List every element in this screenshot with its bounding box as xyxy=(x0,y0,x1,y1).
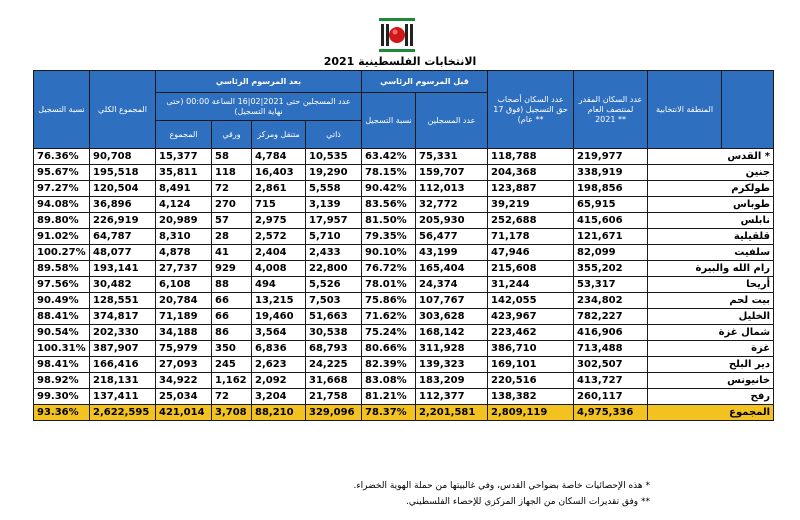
cell-region: رام الله والبيرة xyxy=(648,261,774,277)
cell-ratio: 98.41% xyxy=(34,357,90,373)
cell-eligible: 215,608 xyxy=(488,261,574,277)
cell-subtotal: 35,811 xyxy=(156,165,212,181)
cell-population: 234,802 xyxy=(574,293,648,309)
table-row xyxy=(34,309,774,325)
cell-before-ratio: 83.56% xyxy=(362,197,416,213)
cell-grand-total: 2,622,595 xyxy=(90,405,156,421)
cell-mobile: 2,572 xyxy=(252,229,306,245)
table-row xyxy=(34,229,774,245)
cell-population: 355,202 xyxy=(574,261,648,277)
cell-subtotal: 34,922 xyxy=(156,373,212,389)
header-ratio: نسبة التسجيل xyxy=(34,71,90,149)
cell-mobile: 2,092 xyxy=(252,373,306,389)
cell-paper: 72 xyxy=(212,389,252,405)
cell-mobile: 2,975 xyxy=(252,213,306,229)
header-after-total: المجموع xyxy=(156,121,212,149)
cell-population: 415,606 xyxy=(574,213,648,229)
table-row xyxy=(34,213,774,229)
page-title: الانتخابات الفلسطينية 2021 xyxy=(323,55,477,68)
table-body xyxy=(34,149,774,421)
header-eligible: عدد السكان أصحاب حق التسجيل (فوق 17 عام) ** xyxy=(488,71,574,149)
cell-before-ratio: 90.10% xyxy=(362,245,416,261)
header-region: المنطقة الانتخابية xyxy=(648,71,722,149)
cell-paper: 66 xyxy=(212,293,252,309)
cell-before-registered: 24,374 xyxy=(416,277,488,293)
logo-icon xyxy=(379,18,415,52)
cell-eligible: 47,946 xyxy=(488,245,574,261)
cell-before-registered: 56,477 xyxy=(416,229,488,245)
header-before-registered: عدد المسجلين xyxy=(416,93,488,149)
cell-self: 5,558 xyxy=(306,181,362,197)
cell-before-ratio: 78.37% xyxy=(362,405,416,421)
cell-self: 24,225 xyxy=(306,357,362,373)
cell-self: 19,290 xyxy=(306,165,362,181)
cell-ratio: 90.49% xyxy=(34,293,90,309)
cell-eligible: 204,368 xyxy=(488,165,574,181)
table-row xyxy=(34,261,774,277)
header-after-paper: ورقي xyxy=(212,121,252,149)
cell-before-ratio: 75.24% xyxy=(362,325,416,341)
cell-paper: 86 xyxy=(212,325,252,341)
cell-paper: 118 xyxy=(212,165,252,181)
cell-subtotal: 27,093 xyxy=(156,357,212,373)
footnotes xyxy=(354,478,650,510)
header-before-group: قبل المرسوم الرئاسي xyxy=(362,71,488,93)
cell-grand-total: 90,708 xyxy=(90,149,156,165)
cell-eligible: 71,178 xyxy=(488,229,574,245)
cell-grand-total: 30,482 xyxy=(90,277,156,293)
cell-paper: 3,708 xyxy=(212,405,252,421)
cell-ratio: 97.56% xyxy=(34,277,90,293)
cell-before-ratio: 71.62% xyxy=(362,309,416,325)
cell-grand-total: 226,919 xyxy=(90,213,156,229)
cell-subtotal: 27,737 xyxy=(156,261,212,277)
cell-before-ratio: 81.50% xyxy=(362,213,416,229)
cell-mobile: 494 xyxy=(252,277,306,293)
table-row xyxy=(34,293,774,309)
cell-eligible: 169,101 xyxy=(488,357,574,373)
cell-mobile: 2,861 xyxy=(252,181,306,197)
cell-before-ratio: 63.42% xyxy=(362,149,416,165)
cell-mobile: 88,210 xyxy=(252,405,306,421)
cell-ratio: 89.58% xyxy=(34,261,90,277)
cell-subtotal: 25,034 xyxy=(156,389,212,405)
cell-before-registered: 112,377 xyxy=(416,389,488,405)
cell-paper: 41 xyxy=(212,245,252,261)
cell-grand-total: 64,787 xyxy=(90,229,156,245)
cell-paper: 270 xyxy=(212,197,252,213)
cell-eligible: 2,809,119 xyxy=(488,405,574,421)
cell-eligible: 123,887 xyxy=(488,181,574,197)
cell-self: 7,503 xyxy=(306,293,362,309)
cell-subtotal: 421,014 xyxy=(156,405,212,421)
cell-eligible: 39,219 xyxy=(488,197,574,213)
cell-before-registered: 168,142 xyxy=(416,325,488,341)
cell-grand-total: 387,907 xyxy=(90,341,156,357)
cell-region: المجموع xyxy=(648,405,774,421)
table-row xyxy=(34,357,774,373)
cell-region: سلفيت xyxy=(648,245,774,261)
cell-ratio: 94.08% xyxy=(34,197,90,213)
table-row xyxy=(34,341,774,357)
cell-before-ratio: 82.39% xyxy=(362,357,416,373)
cell-subtotal: 20,784 xyxy=(156,293,212,309)
cell-paper: 1,162 xyxy=(212,373,252,389)
table-row xyxy=(34,245,774,261)
cell-ratio: 88.41% xyxy=(34,309,90,325)
cell-grand-total: 195,518 xyxy=(90,165,156,181)
cell-ratio: 89.80% xyxy=(34,213,90,229)
header-grand-total: المجموع الكلي xyxy=(90,71,156,149)
cell-self: 5,710 xyxy=(306,229,362,245)
footnote-2: ** وفق تقديرات السكان من الجهاز المركزي للإحصاء الفلسطيني. xyxy=(406,497,650,507)
cell-eligible: 223,462 xyxy=(488,325,574,341)
cell-before-registered: 139,323 xyxy=(416,357,488,373)
cell-region: أريحا xyxy=(648,277,774,293)
cell-population: 219,977 xyxy=(574,149,648,165)
cell-before-ratio: 78.01% xyxy=(362,277,416,293)
cell-population: 4,975,336 xyxy=(574,405,648,421)
cell-grand-total: 193,141 xyxy=(90,261,156,277)
cell-grand-total: 48,077 xyxy=(90,245,156,261)
cell-self: 21,758 xyxy=(306,389,362,405)
table-row xyxy=(34,389,774,405)
cell-paper: 58 xyxy=(212,149,252,165)
cell-ratio: 76.36% xyxy=(34,149,90,165)
cell-eligible: 118,788 xyxy=(488,149,574,165)
cell-ratio: 100.27% xyxy=(34,245,90,261)
cell-paper: 245 xyxy=(212,357,252,373)
cell-grand-total: 36,896 xyxy=(90,197,156,213)
cell-grand-total: 202,330 xyxy=(90,325,156,341)
cell-region: رفح xyxy=(648,389,774,405)
cell-before-registered: 107,767 xyxy=(416,293,488,309)
cell-mobile: 3,564 xyxy=(252,325,306,341)
cell-population: 198,856 xyxy=(574,181,648,197)
cell-region: القدس * xyxy=(648,149,774,165)
cell-mobile: 19,460 xyxy=(252,309,306,325)
table-row xyxy=(34,165,774,181)
cell-before-registered: 75,331 xyxy=(416,149,488,165)
cell-subtotal: 15,377 xyxy=(156,149,212,165)
cell-eligible: 138,382 xyxy=(488,389,574,405)
header-spacer xyxy=(722,71,774,149)
cell-region: دير البلح xyxy=(648,357,774,373)
footnote-1: * هذه الإحصائيات خاصة بضواحي القدس، وفي غالبيتها من حملة الهوية الخضراء. xyxy=(353,481,650,491)
cell-eligible: 220,516 xyxy=(488,373,574,389)
cell-self: 17,957 xyxy=(306,213,362,229)
cell-before-registered: 205,930 xyxy=(416,213,488,229)
cell-ratio: 90.54% xyxy=(34,325,90,341)
cell-before-ratio: 79.35% xyxy=(362,229,416,245)
cell-subtotal: 8,310 xyxy=(156,229,212,245)
registration-table xyxy=(33,70,774,421)
cell-subtotal: 75,979 xyxy=(156,341,212,357)
cell-population: 121,671 xyxy=(574,229,648,245)
cell-ratio: 100.31% xyxy=(34,341,90,357)
cell-mobile: 2,623 xyxy=(252,357,306,373)
cell-before-registered: 43,199 xyxy=(416,245,488,261)
cell-eligible: 423,967 xyxy=(488,309,574,325)
cell-ratio: 99.30% xyxy=(34,389,90,405)
cell-paper: 350 xyxy=(212,341,252,357)
table-row xyxy=(34,181,774,197)
cell-eligible: 31,244 xyxy=(488,277,574,293)
cell-paper: 57 xyxy=(212,213,252,229)
cell-grand-total: 218,131 xyxy=(90,373,156,389)
table-row xyxy=(34,149,774,165)
header-after-self: ذاتي xyxy=(306,121,362,149)
cell-ratio: 97.27% xyxy=(34,181,90,197)
cell-before-registered: 165,404 xyxy=(416,261,488,277)
cell-before-ratio: 80.66% xyxy=(362,341,416,357)
cell-before-ratio: 76.72% xyxy=(362,261,416,277)
cell-before-ratio: 75.86% xyxy=(362,293,416,309)
cell-ratio: 91.02% xyxy=(34,229,90,245)
cell-self: 3,139 xyxy=(306,197,362,213)
header-before-ratio: نسبة التسجيل xyxy=(362,93,416,149)
cell-mobile: 2,404 xyxy=(252,245,306,261)
cell-before-registered: 32,772 xyxy=(416,197,488,213)
cell-self: 10,535 xyxy=(306,149,362,165)
cell-before-ratio: 81.21% xyxy=(362,389,416,405)
cell-subtotal: 8,491 xyxy=(156,181,212,197)
cell-mobile: 13,215 xyxy=(252,293,306,309)
cell-subtotal: 71,189 xyxy=(156,309,212,325)
cell-ratio: 93.36% xyxy=(34,405,90,421)
cell-before-ratio: 83.08% xyxy=(362,373,416,389)
cell-region: الخليل xyxy=(648,309,774,325)
cell-paper: 88 xyxy=(212,277,252,293)
cell-grand-total: 120,504 xyxy=(90,181,156,197)
cell-eligible: 386,710 xyxy=(488,341,574,357)
cell-self: 22,800 xyxy=(306,261,362,277)
cell-population: 713,488 xyxy=(574,341,648,357)
cell-mobile: 4,008 xyxy=(252,261,306,277)
total-row xyxy=(34,405,774,421)
cell-population: 782,227 xyxy=(574,309,648,325)
cell-subtotal: 34,188 xyxy=(156,325,212,341)
header-after-registered: عدد المسجلين حتى 2021|02|16 الساعة 00:00 (حتى نهاية التسجيل) xyxy=(156,93,362,121)
cell-mobile: 6,836 xyxy=(252,341,306,357)
cell-self: 2,433 xyxy=(306,245,362,261)
cell-eligible: 142,055 xyxy=(488,293,574,309)
cell-grand-total: 137,411 xyxy=(90,389,156,405)
cell-subtotal: 4,124 xyxy=(156,197,212,213)
cell-region: قلقيلية xyxy=(648,229,774,245)
cell-before-registered: 159,707 xyxy=(416,165,488,181)
cell-self: 51,663 xyxy=(306,309,362,325)
cell-mobile: 16,403 xyxy=(252,165,306,181)
cell-self: 68,793 xyxy=(306,341,362,357)
cell-self: 30,538 xyxy=(306,325,362,341)
cell-paper: 72 xyxy=(212,181,252,197)
cell-population: 302,507 xyxy=(574,357,648,373)
cell-before-registered: 303,628 xyxy=(416,309,488,325)
cell-ratio: 95.67% xyxy=(34,165,90,181)
cell-self: 329,096 xyxy=(306,405,362,421)
cell-subtotal: 20,989 xyxy=(156,213,212,229)
cell-region: غزة xyxy=(648,341,774,357)
cell-region: طولكرم xyxy=(648,181,774,197)
cell-region: طوباس xyxy=(648,197,774,213)
cell-grand-total: 128,551 xyxy=(90,293,156,309)
cell-region: جنين xyxy=(648,165,774,181)
header-after-group: بعد المرسوم الرئاسي xyxy=(156,71,362,93)
cell-population: 416,906 xyxy=(574,325,648,341)
header-population: عدد السكان المقدر لمنتصف العام 2021 ** xyxy=(574,71,648,149)
cell-population: 413,727 xyxy=(574,373,648,389)
header-after-mobile: متنقل ومركز xyxy=(252,121,306,149)
cell-grand-total: 374,817 xyxy=(90,309,156,325)
cell-self: 5,526 xyxy=(306,277,362,293)
cell-region: خانيونس xyxy=(648,373,774,389)
cell-paper: 28 xyxy=(212,229,252,245)
cell-paper: 929 xyxy=(212,261,252,277)
cell-population: 338,919 xyxy=(574,165,648,181)
cell-mobile: 4,784 xyxy=(252,149,306,165)
table-row xyxy=(34,277,774,293)
cell-before-ratio: 78.15% xyxy=(362,165,416,181)
cell-ratio: 98.92% xyxy=(34,373,90,389)
cell-population: 53,317 xyxy=(574,277,648,293)
table-row xyxy=(34,325,774,341)
cell-before-ratio: 90.42% xyxy=(362,181,416,197)
cell-self: 31,668 xyxy=(306,373,362,389)
table-row xyxy=(34,197,774,213)
cell-population: 65,915 xyxy=(574,197,648,213)
cell-mobile: 3,204 xyxy=(252,389,306,405)
cell-subtotal: 4,878 xyxy=(156,245,212,261)
cell-population: 82,099 xyxy=(574,245,648,261)
cell-paper: 66 xyxy=(212,309,252,325)
cell-population: 260,117 xyxy=(574,389,648,405)
cell-before-registered: 2,201,581 xyxy=(416,405,488,421)
cell-before-registered: 112,013 xyxy=(416,181,488,197)
cell-eligible: 252,688 xyxy=(488,213,574,229)
cell-subtotal: 6,108 xyxy=(156,277,212,293)
cell-grand-total: 166,416 xyxy=(90,357,156,373)
cell-region: شمال غزة xyxy=(648,325,774,341)
cell-before-registered: 311,928 xyxy=(416,341,488,357)
cell-region: نابلس xyxy=(648,213,774,229)
cell-mobile: 715 xyxy=(252,197,306,213)
cell-before-registered: 183,209 xyxy=(416,373,488,389)
cell-region: بيت لحم xyxy=(648,293,774,309)
table-row xyxy=(34,373,774,389)
